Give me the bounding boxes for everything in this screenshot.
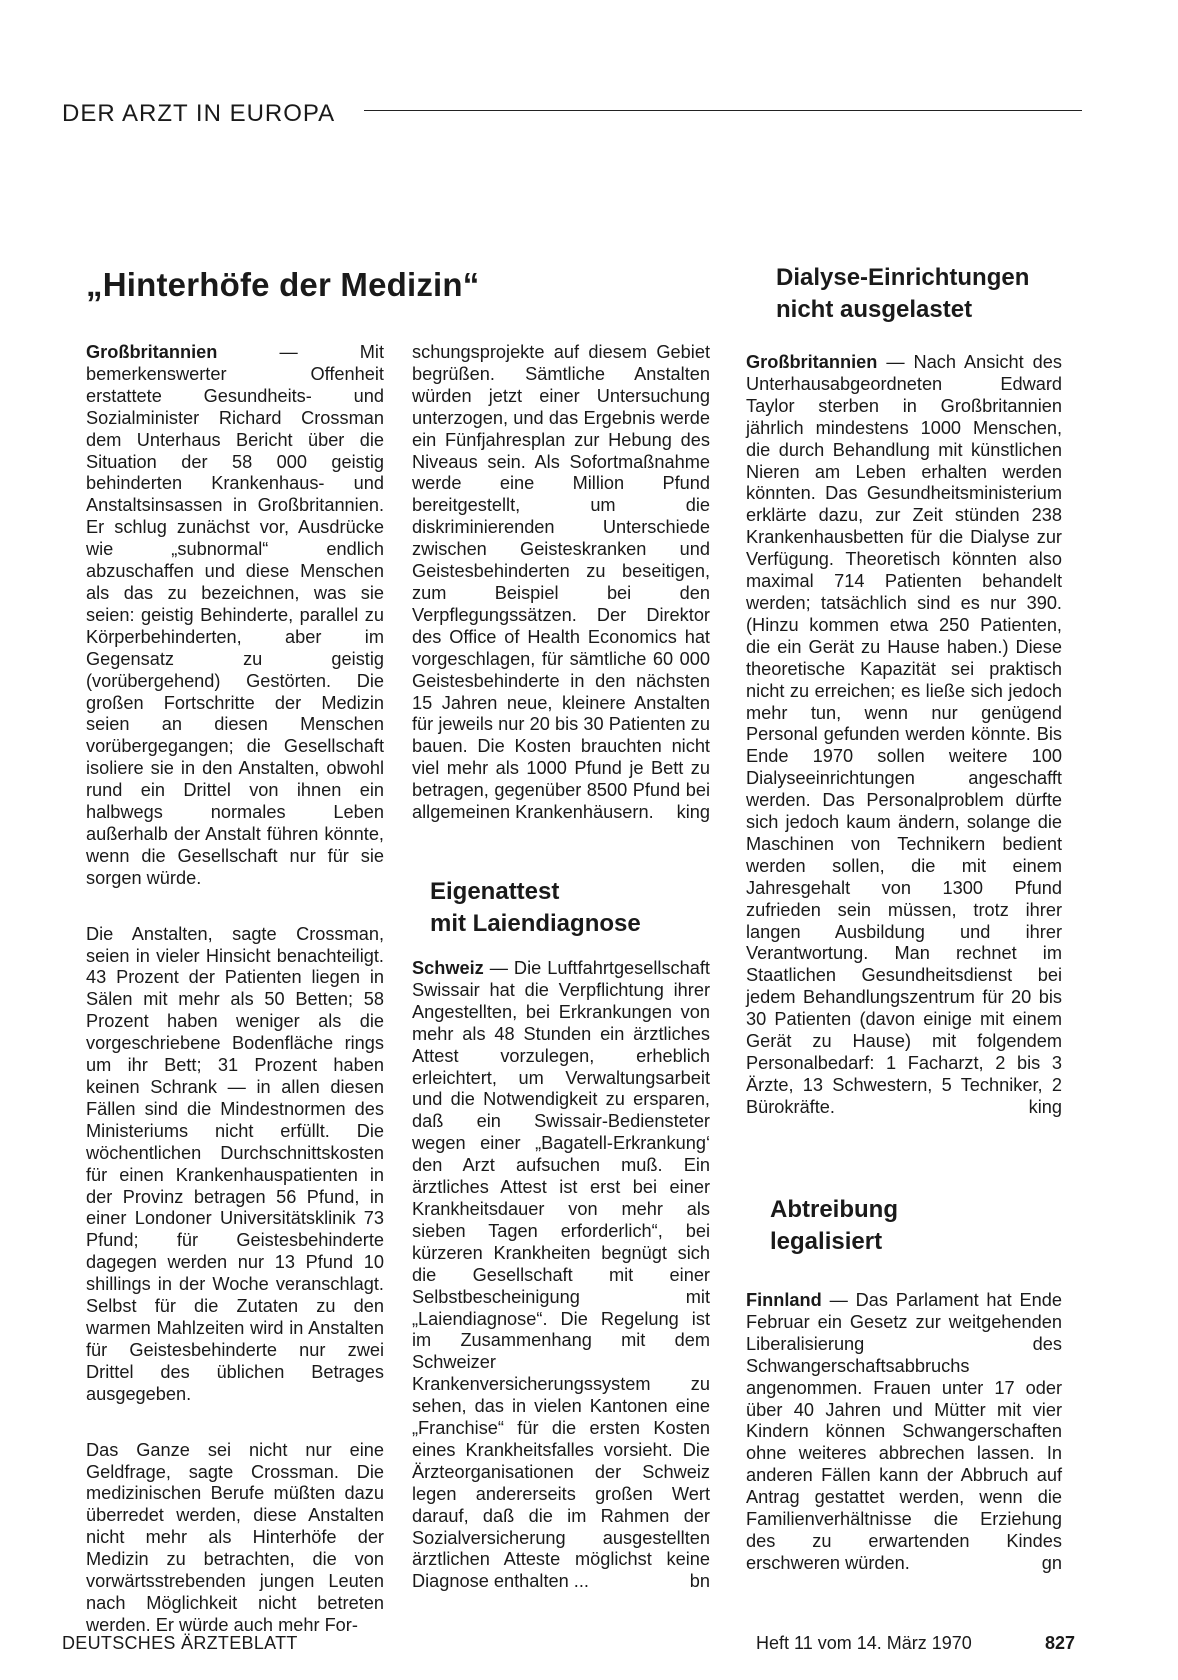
article4-headline-line-2: legalisiert: [770, 1228, 883, 1255]
article3-text: — Nach Ansicht des Unterhausabgeordneten Edward Taylor sterben in Großbritannien jährlich mindestens 1000 Menschen, die durch Behandlung mit künstlichen Nieren am Leben erhalten werden könnten. Das Gesundheitsministerium erklärte dazu, zur Zeit stünden 238 Krankenhausbetten für die Dialyse zur Verfügung. Theoretisch könnten also maximal 714 Patienten behandelt werden; tatsächlich sind es nur 390. (Hinzu kommen etwa 250 Patienten, die ein Gerät zu Hause haben.) Diese theoretische Kapazität sei praktisch nicht zu erreichen; es ließe sich jedoch mehr tun, wenn nur genügend Personal gefunden werden könnte. Bis Ende 1970 sollen weitere 100 Dialyseeinrichtungen angeschafft werden. Das Personalproblem dürfte sich jedoch kaum ändern, solange die Maschinen von Technikern bedient werden sollen, die mit einem Jahresgehalt von 1300 Pfund zufrieden sein müssen, trotz ihrer langen Ausbildung und ihrer Verantwortung. Man rechnet im Staatlichen Gesundheitsdienst bei jedem Behandlungszentrum für 20 bis 30 Patienten (davon einige mit einem Gerät zu Hause) mit folgendem Personalbedarf: 1 Facharzt, 2 bis 3 Ärzte, 13 Schwestern, 5 Techniker, 2 Bürokräfte.: [746, 352, 1062, 1117]
article3-paragraph: [746, 352, 1062, 1119]
article4-headline-line-1: Abtreibung: [770, 1196, 898, 1223]
article2-headline: [430, 876, 641, 940]
page-number: 827: [1045, 1633, 1076, 1653]
column-3: [746, 352, 1062, 1119]
article1-p1-text: — Mit bemerkenswerter Offenheit erstattete Gesundheits- und Sozialminister Richard Crossman dem Unterhaus Bericht über die Situation der 58 000 geistig behinderten Krankenhaus- und Anstaltsinsassen in Großbritannien. Er schlug zunächst vor, Ausdrücke wie „subnormal“ endlich abzuschaffen und diese Menschen als das zu bezeichnen, was sie seien: geistig Behinderte, parallel zu Körperbehinderten, aber im Gegensatz zu geistig (vorübergehend) Gestörten. Die großen Fortschritte der Medizin seien an diesen Menschen vorübergegangen; die Gesellschaft isoliere sie in den Anstalten, obwohl rund ein Drittel von ihnen ein halbwegs normales Leben außerhalb der Anstalt führen könnte, wenn die Gesellschaft nur für sie sorgen würde.: [86, 342, 384, 888]
article1-dateline: Großbritannien: [86, 342, 218, 362]
article4-text: — Das Parlament hat Ende Februar ein Gesetz zur weitgehenden Liberalisierung des Schwangerschaftsabbruchs angenommen. Frauen unter 17 oder über 40 Jahren und Mütter mit vier Kindern können Schwangerschaften ohne weiteres abbrechen lassen. In anderen Fällen kann der Abbruch auf Antrag gestattet werden, wenn die Familienverhältnisse die Erziehung des zu erwartenden Kindes erschweren würden.: [746, 1290, 1062, 1573]
publication-name: DEUTSCHES ÄRZTEBLATT: [62, 1633, 298, 1653]
article4-paragraph: [746, 1290, 1062, 1575]
article2-text: — Die Luftfahrtgesellschaft Swissair hat die Verpflichtung ihrer Angestellten, bei Erkrankungen von mehr als 48 Stunden ein ärztliches Attest vorzulegen, erheblich erleichtert, um Verwaltungsarbeit und die Notwendigkeit zu ersparen, daß ein Swissair-Bediensteter wegen einer „Bagatell-Erkrankung‘ den Arzt aufsuchen muß. Ein ärztliches Attest ist erst bei einer Krankheitsdauer von mehr als sieben Tagen erforderlich“, bei kürzeren Krankheiten begnügt sich die Gesellschaft mit einer Selbstbescheinigung mit „Laiendiagnose“. Die Regelung ist im Zusammenhang mit dem Schweizer Krankenversicherungssystem zu sehen, das in vielen Kantonen eine „Franchise“ für die ersten Kosten eines Krankheitsfalles vorsieht. Die Ärzteorganisationen der Schweiz legen andererseits großen Wert darauf, daß die im Rahmen der Sozialversicherung ausgestellten ärztlichen Atteste möglichst keine Diagnose enthalten ...: [412, 958, 710, 1592]
article2-signature: bn: [689, 1571, 710, 1592]
article3-signature: king: [1028, 1096, 1062, 1117]
article2-headline-line-1: Eigenattest: [430, 878, 560, 905]
article1-paragraph-1: [86, 342, 384, 890]
article-title-hinterhoefe: „Hinterhöfe der Medizin“: [86, 266, 480, 303]
article3-headline-line-1: Dialyse-Einrichtungen: [776, 264, 1030, 291]
section-label: DER ARZT IN EUROPA: [62, 100, 336, 127]
article4-headline: [770, 1194, 898, 1258]
column-3-lower: [746, 1290, 1062, 1575]
column-2: [412, 342, 710, 824]
article1-paragraph-3: Das Ganze sei nicht nur eine Geldfrage, sagte Crossman. Die medizinischen Berufe müßten dazu überredet werden, diese Anstalten nicht mehr als Hinterhöfe der Medizin zu betrachten, die von vorwärtsstrebenden jungen Leuten nach Möglichkeit nicht betreten werden. Er würde auch mehr For-: [86, 1439, 384, 1635]
article4-dateline: Finnland: [746, 1290, 822, 1310]
article3-headline-line-2: nicht ausgelastet: [776, 296, 973, 323]
column-1: [86, 342, 384, 1637]
article3-dateline: Großbritannien: [746, 352, 878, 372]
article1-paragraph-4: [412, 342, 710, 824]
column-2-lower: [412, 958, 710, 1593]
header-rule: [364, 110, 1082, 111]
article1-signature: king: [676, 802, 710, 823]
article2-dateline: Schweiz: [412, 958, 484, 978]
article1-paragraph-2: Die Anstalten, sagte Crossman, seien in vieler Hinsicht benachteiligt. 43 Prozent der Patienten liegen in Sälen mit mehr als 50 Betten; 58 Prozent haben weniger als die vorgeschriebene Bodenfläche rings um ihr Bett; 31 Prozent haben keinen Schrank — in allen diesen Fällen sind die Mindestnormen des Ministeriums nicht erfüllt. Die wöchentlichen Durchschnittskosten für einen Krankenhauspatienten in der Provinz betragen 56 Pfund, in einer Londoner Universitätsklinik 73 Pfund; für Geistesbehinderte dagegen werden nur 13 Pfund 10 shillings in der Woche veranschlagt. Selbst für die Zutaten zu den warmen Mahlzeiten wird in Anstalten für Geistesbehinderte nur zwei Drittel des üblichen Betrages ausgegeben.: [86, 923, 384, 1404]
article2-paragraph: [412, 958, 710, 1593]
article2-headline-line-2: mit Laiendiagnose: [430, 910, 641, 937]
issue-info: Heft 11 vom 14. März 1970: [756, 1633, 972, 1653]
article3-headline: [776, 262, 1029, 326]
article4-signature: gn: [1041, 1552, 1062, 1573]
article1-p4-text: schungsprojekte auf diesem Gebiet begrüßen. Sämtliche Anstalten würden jetzt einer Untersuchung unterzogen, und das Ergebnis werde ein Fünfjahresplan zur Hebung des Niveaus sein. Als Sofortmaßnahme werde eine Million Pfund bereitgestellt, um die diskriminierenden Unterschiede zwischen Geisteskranken und Geistesbehinderten zu beseitigen, zum Beispiel bei den Verpflegungssätzen. Der Direktor des Office of Health Economics hat vorgeschlagen, für sämtliche 60 000 Geistesbehinderte in den nächsten 15 Jahren neue, kleinere Anstalten für jeweils nur 20 bis 30 Patienten zu bauen. Die Kosten brauchten nicht viel mehr als 1000 Pfund je Bett zu betragen, gegenüber 8500 Pfund bei allgemeinen Krankenhäusern.: [412, 342, 710, 823]
